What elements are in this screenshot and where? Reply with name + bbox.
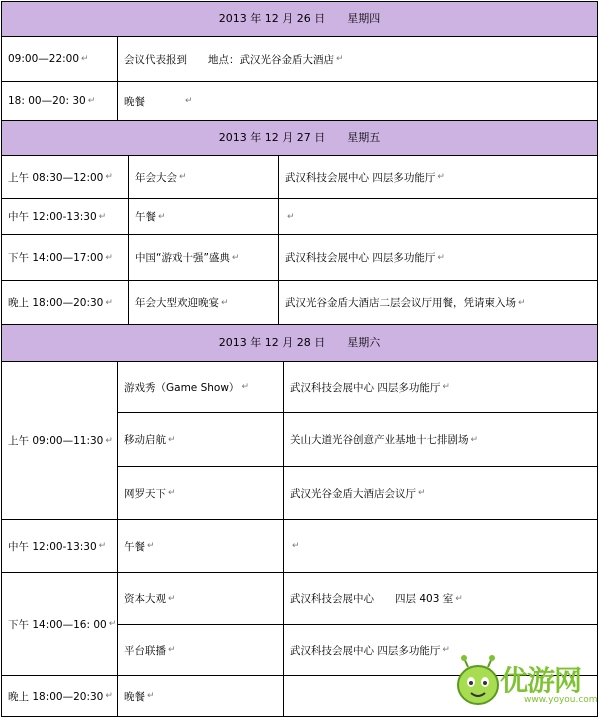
day1-row2-event: 晚餐 ↵ [117,81,598,121]
watermark-url: www.yoyou.com [524,695,598,705]
mascot-icon [454,655,502,713]
yoyou-watermark [454,655,598,713]
day3-morning-venue-2: 关山大道光谷创意产业基地十七排剧场 ↵ [283,412,598,467]
day3-noon-venue: ↵ [283,519,598,573]
day3-afternoon-venue-1: 武汉科技会展中心 四层 403 室 ↵ [283,572,598,625]
day2-row2-time: 中午 12:00-13:30 ↵ [1,198,129,235]
day2-row2-venue: ↵ [278,198,598,235]
day2-row1-event: 年会大会 ↵ [128,155,279,199]
day3-afternoon-venue-2: 武汉科技会展中心 四层多功能厅 ↵ [283,624,598,676]
watermark-logo-text: 优游网 [500,664,582,697]
day1-row2-time: 18: 00—20: 30 ↵ [1,81,118,121]
day3-morning-venue-1: 武汉科技会展中心 四层多功能厅 ↵ [283,361,598,413]
day3-afternoon-event-1: 资本大观 ↵ [117,572,284,625]
day2-row2-event: 午餐 ↵ [128,198,279,235]
day2-header: 2013 年 12 月 27 日 星期五 [1,120,598,156]
day3-morning-event-3: 网罗天下 ↵ [117,466,284,520]
day3-evening-event: 晚餐 ↵ [117,675,284,717]
day1-row1-time: 09:00—22:00 ↵ [1,36,118,82]
day2-row1-venue: 武汉科技会展中心 四层多功能厅 ↵ [278,155,598,199]
day3-noon-event: 午餐 ↵ [117,519,284,573]
day3-afternoon-time: 下午 14:00—16: 00 ↵ [1,572,118,676]
day3-header: 2013 年 12 月 28 日 星期六 [1,324,598,362]
day3-morning-event-1: 游戏秀（Game Show） ↵ [117,361,284,413]
day1-header: 2013 年 12 月 26 日 星期四 [1,1,598,37]
day2-row4-time: 晚上 18:00—20:30 ↵ [1,280,129,325]
day2-row4-venue: 武汉光谷金盾大酒店二层会议厅用餐，凭请柬入场 ↵ [278,280,598,325]
day3-evening-time: 晚上 18:00—20:30 ↵ [1,675,118,717]
day3-afternoon-event-2: 平台联播 ↵ [117,624,284,676]
day2-row4-event: 年会大型欢迎晚宴 ↵ [128,280,279,325]
day3-morning-event-2: 移动启航 ↵ [117,412,284,467]
day3-noon-time: 中午 12:00-13:30 ↵ [1,519,118,573]
day3-morning-venue-3: 武汉光谷金盾大酒店会议厅 ↵ [283,466,598,520]
day2-row1-time: 上午 08:30—12:00 ↵ [1,155,129,199]
day2-row3-venue: 武汉科技会展中心 四层多功能厅 ↵ [278,234,598,281]
day2-row3-event: 中国“游戏十强”盛典 ↵ [128,234,279,281]
day2-row3-time: 下午 14:00—17:00 ↵ [1,234,129,281]
day3-morning-time: 上午 09:00—11:30 ↵ [1,361,118,520]
day1-row1-event: 会议代表报到 地点：武汉光谷金盾大酒店 ↵ [117,36,598,82]
